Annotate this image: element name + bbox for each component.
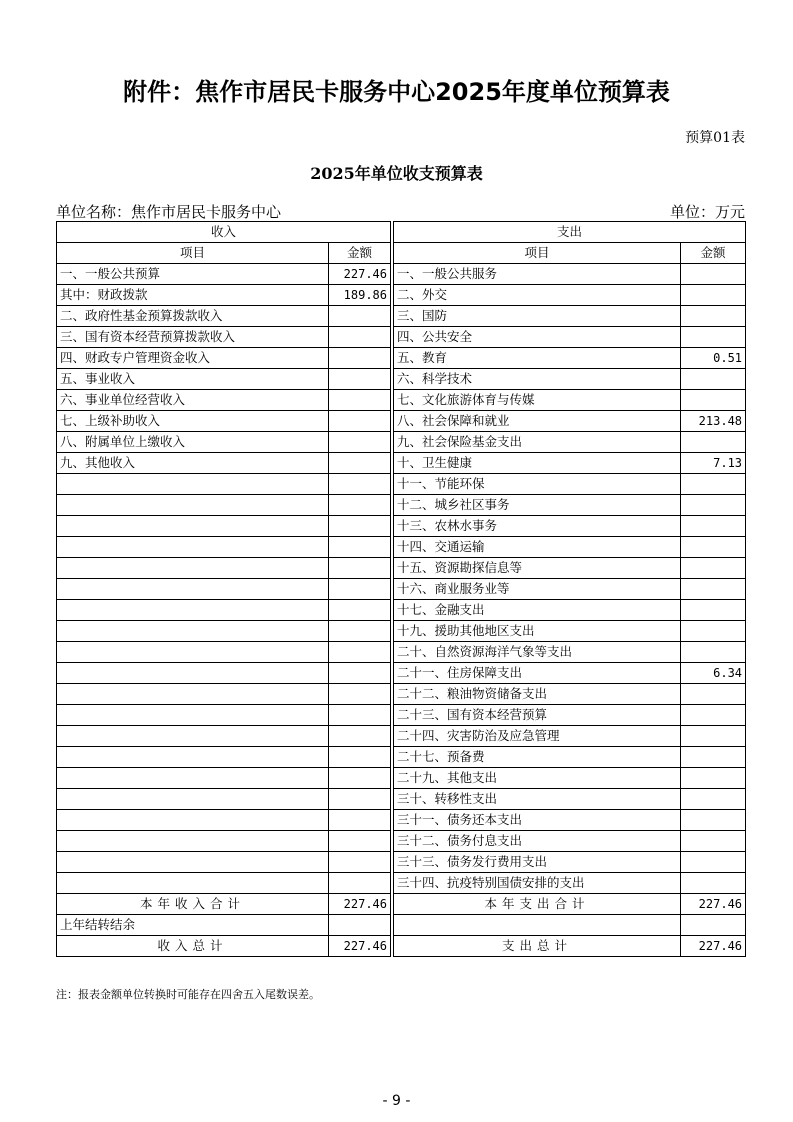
income-item (57, 621, 329, 642)
expense-amount (681, 558, 746, 579)
income-item (57, 663, 329, 684)
income-amount (329, 558, 391, 579)
income-amount (329, 831, 391, 852)
income-item (57, 642, 329, 663)
carryover-label: 上年结转结余 (57, 915, 329, 936)
income-item: 二、政府性基金预算拨款收入 (57, 306, 329, 327)
table-row (57, 306, 746, 327)
income-item (57, 873, 329, 894)
expense-item: 八、社会保障和就业 (394, 411, 681, 432)
table-row (57, 579, 746, 600)
expense-item: 一、一般公共服务 (394, 264, 681, 285)
table-row (57, 453, 746, 474)
income-item: 其中：财政拨款 (57, 285, 329, 306)
expense-amount-header: 金额 (681, 243, 746, 264)
income-item (57, 831, 329, 852)
income-amount: 189.86 (329, 285, 391, 306)
income-amount (329, 684, 391, 705)
table-row (57, 684, 746, 705)
table-row (57, 873, 746, 894)
expense-item: 二十九、其他支出 (394, 768, 681, 789)
table-row (57, 600, 746, 621)
income-item (57, 747, 329, 768)
table-row (57, 852, 746, 873)
income-item (57, 684, 329, 705)
income-item: 九、其他收入 (57, 453, 329, 474)
expense-item: 十四、交通运输 (394, 537, 681, 558)
table-row (57, 789, 746, 810)
table-row (57, 474, 746, 495)
expense-item: 十七、金融支出 (394, 600, 681, 621)
expense-amount (681, 789, 746, 810)
expense-amount (681, 432, 746, 453)
income-amount (329, 369, 391, 390)
form-number: 预算01表 (685, 130, 745, 146)
expense-amount (681, 264, 746, 285)
table-row (57, 264, 746, 285)
income-item (57, 537, 329, 558)
income-amount (329, 516, 391, 537)
table-row (57, 432, 746, 453)
expense-amount (681, 810, 746, 831)
income-amount (329, 579, 391, 600)
table-row (57, 726, 746, 747)
table-row (57, 390, 746, 411)
table-row (57, 747, 746, 768)
grand-total-row (57, 936, 746, 957)
expense-item: 二十七、预备费 (394, 747, 681, 768)
table-row (57, 642, 746, 663)
document-title: 附件：焦作市居民卡服务中心2025年度单位预算表 (123, 78, 670, 106)
expense-item: 二十二、粮油物资储备支出 (394, 684, 681, 705)
income-amount (329, 810, 391, 831)
expense-item: 九、社会保险基金支出 (394, 432, 681, 453)
income-amount (329, 537, 391, 558)
year-income-total: 227.46 (329, 894, 391, 915)
table-subtitle: 2025年单位收支预算表 (310, 164, 483, 183)
expense-amount (681, 642, 746, 663)
income-amount (329, 663, 391, 684)
expense-item: 四、公共安全 (394, 327, 681, 348)
expense-item: 三十、转移性支出 (394, 789, 681, 810)
expense-amount (681, 495, 746, 516)
empty-cell (681, 915, 746, 936)
income-amount (329, 495, 391, 516)
income-item (57, 474, 329, 495)
expense-item: 十九、援助其他地区支出 (394, 621, 681, 642)
income-amount (329, 453, 391, 474)
expense-amount (681, 327, 746, 348)
expense-amount: 7.13 (681, 453, 746, 474)
expense-amount (681, 768, 746, 789)
table-row (57, 516, 746, 537)
table-row (57, 327, 746, 348)
expense-amount (681, 285, 746, 306)
expense-amount (681, 684, 746, 705)
expense-item: 十三、农林水事务 (394, 516, 681, 537)
income-amount (329, 789, 391, 810)
income-amount (329, 705, 391, 726)
income-amount (329, 621, 391, 642)
expense-item: 二、外交 (394, 285, 681, 306)
expense-item: 三十三、债务发行费用支出 (394, 852, 681, 873)
table-row (57, 537, 746, 558)
income-item (57, 705, 329, 726)
income-item: 八、附属单位上缴收入 (57, 432, 329, 453)
table-row (57, 411, 746, 432)
income-amount (329, 768, 391, 789)
unit-name: 单位名称：焦作市居民卡服务中心 (56, 203, 282, 221)
header-row-section (57, 222, 746, 243)
table-row (57, 768, 746, 789)
expense-amount (681, 369, 746, 390)
table-row (57, 810, 746, 831)
expense-item: 十六、商业服务业等 (394, 579, 681, 600)
table-row (57, 369, 746, 390)
income-item: 六、事业单位经营收入 (57, 390, 329, 411)
income-amount (329, 306, 391, 327)
expense-item: 三十一、债务还本支出 (394, 810, 681, 831)
expense-amount (681, 537, 746, 558)
expense-amount (681, 600, 746, 621)
income-item (57, 495, 329, 516)
income-amount (329, 642, 391, 663)
expense-item: 三十四、抗疫特别国债安排的支出 (394, 873, 681, 894)
income-item (57, 600, 329, 621)
expense-grand-label: 支出总计 (394, 936, 681, 957)
income-item: 三、国有资本经营预算拨款收入 (57, 327, 329, 348)
income-item (57, 579, 329, 600)
income-item-header: 项目 (57, 243, 329, 264)
income-grand-total: 227.46 (329, 936, 391, 957)
expense-item: 三十二、债务付息支出 (394, 831, 681, 852)
year-income-total-label: 本年收入合计 (57, 894, 329, 915)
income-amount (329, 348, 391, 369)
expense-item: 十、卫生健康 (394, 453, 681, 474)
expense-item: 十一、节能环保 (394, 474, 681, 495)
expense-amount (681, 873, 746, 894)
income-amount (329, 474, 391, 495)
income-amount-header: 金额 (329, 243, 391, 264)
income-item (57, 726, 329, 747)
expense-amount (681, 747, 746, 768)
expense-amount (681, 516, 746, 537)
expense-amount: 213.48 (681, 411, 746, 432)
income-amount (329, 852, 391, 873)
table-row (57, 621, 746, 642)
income-item (57, 810, 329, 831)
year-expense-total-label: 本年支出合计 (394, 894, 681, 915)
expense-item: 七、文化旅游体育与传媒 (394, 390, 681, 411)
year-total-row (57, 894, 746, 915)
expense-header: 支出 (394, 222, 746, 243)
income-grand-label: 收入总计 (57, 936, 329, 957)
table-row (57, 285, 746, 306)
table-row (57, 831, 746, 852)
income-amount (329, 390, 391, 411)
income-item (57, 768, 329, 789)
expense-amount (681, 705, 746, 726)
carryover-amount (329, 915, 391, 936)
expense-amount (681, 579, 746, 600)
carryover-row (57, 915, 746, 936)
expense-item-header: 项目 (394, 243, 681, 264)
income-item: 七、上级补助收入 (57, 411, 329, 432)
expense-amount (681, 474, 746, 495)
expense-item: 六、科学技术 (394, 369, 681, 390)
expense-amount (681, 852, 746, 873)
expense-amount (681, 831, 746, 852)
year-expense-total: 227.46 (681, 894, 746, 915)
income-item (57, 516, 329, 537)
expense-item: 十五、资源勘探信息等 (394, 558, 681, 579)
income-item (57, 852, 329, 873)
expense-amount: 0.51 (681, 348, 746, 369)
footnote: 注：报表金额单位转换时可能存在四舍五入尾数误差。 (56, 988, 320, 1001)
income-header: 收入 (57, 222, 391, 243)
expense-item: 二十、自然资源海洋气象等支出 (394, 642, 681, 663)
budget-table (56, 221, 746, 957)
expense-item: 二十三、国有资本经营预算 (394, 705, 681, 726)
table-row (57, 558, 746, 579)
expense-amount (681, 621, 746, 642)
income-item: 四、财政专户管理资金收入 (57, 348, 329, 369)
income-amount (329, 873, 391, 894)
income-amount (329, 747, 391, 768)
table-row (57, 348, 746, 369)
expense-item: 十二、城乡社区事务 (394, 495, 681, 516)
header-row-columns (57, 243, 746, 264)
expense-item: 三、国防 (394, 306, 681, 327)
income-item (57, 558, 329, 579)
expense-item: 二十一、住房保障支出 (394, 663, 681, 684)
expense-item: 五、教育 (394, 348, 681, 369)
income-item: 一、一般公共预算 (57, 264, 329, 285)
expense-amount: 6.34 (681, 663, 746, 684)
income-item (57, 789, 329, 810)
income-amount (329, 411, 391, 432)
currency-unit: 单位：万元 (669, 203, 745, 221)
page-number: - 9 - (382, 1093, 411, 1109)
expense-amount (681, 390, 746, 411)
empty-cell (394, 915, 681, 936)
income-amount (329, 432, 391, 453)
expense-grand-total: 227.46 (681, 936, 746, 957)
income-item: 五、事业收入 (57, 369, 329, 390)
table-row (57, 495, 746, 516)
table-row (57, 705, 746, 726)
expense-item: 二十四、灾害防治及应急管理 (394, 726, 681, 747)
income-amount (329, 327, 391, 348)
expense-amount (681, 726, 746, 747)
income-amount (329, 726, 391, 747)
income-amount (329, 600, 391, 621)
income-amount: 227.46 (329, 264, 391, 285)
table-row (57, 663, 746, 684)
expense-amount (681, 306, 746, 327)
